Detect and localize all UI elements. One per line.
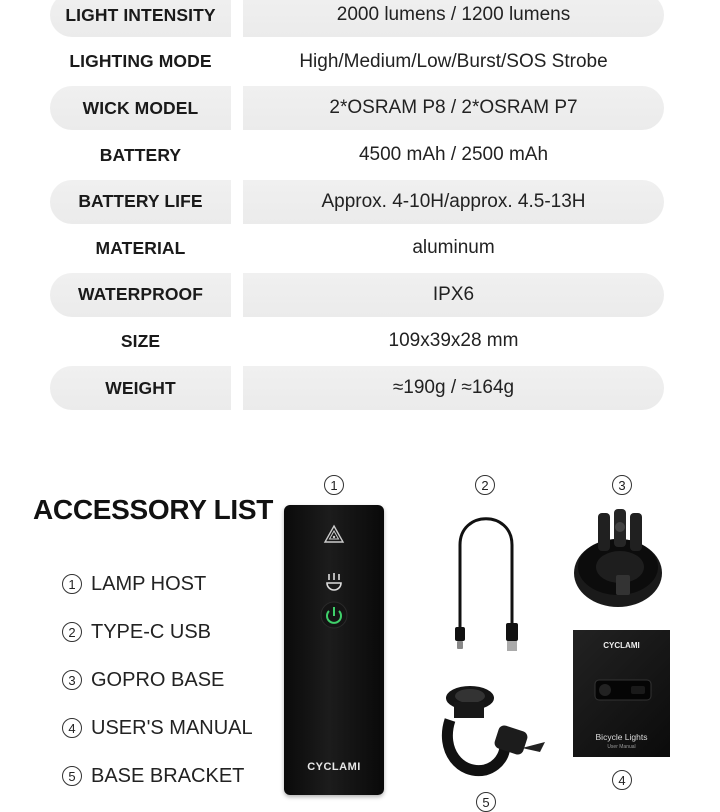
spec-row-light-intensity xyxy=(50,0,664,39)
spec-row-lighting-mode xyxy=(50,39,664,86)
badge-users-manual: 4 xyxy=(612,770,632,790)
item-number: 4 xyxy=(62,718,82,738)
spec-value: ≈190g / ≈164g xyxy=(243,366,664,410)
spec-label: SIZE xyxy=(120,330,161,351)
item-label: LAMP HOST xyxy=(91,572,207,595)
manual-subtitle: User Manual xyxy=(607,744,636,750)
spec-label: WICK MODEL xyxy=(50,86,231,130)
lamp-brand-logo: CYCLAMI xyxy=(307,761,361,773)
spec-value: 109x39x28 mm xyxy=(388,330,519,352)
accessory-list-title: ACCESSORY LIST xyxy=(33,494,274,525)
item-label: USER'S MANUAL xyxy=(91,716,253,739)
handlebar-bracket-icon xyxy=(440,680,550,795)
light-beam-icon xyxy=(327,573,341,590)
item-label: TYPE-C USB xyxy=(91,620,212,643)
lamp-details xyxy=(284,505,384,795)
power-icon xyxy=(321,602,347,628)
badge-gopro-base: 3 xyxy=(612,475,632,495)
spec-label: MATERIAL xyxy=(95,237,186,258)
spec-row-wick-model xyxy=(50,85,664,132)
spec-value: 2000 lumens / 1200 lumens xyxy=(243,0,664,37)
badge-lamp-host: 1 xyxy=(324,475,344,495)
spec-label: WEIGHT xyxy=(50,366,231,410)
spec-row-size xyxy=(50,318,664,365)
spec-row-battery xyxy=(50,132,664,179)
spec-label: BATTERY LIFE xyxy=(50,180,231,224)
manual-lamp-illustration xyxy=(591,670,655,710)
item-label: GOPRO BASE xyxy=(91,668,225,691)
spec-label: LIGHTING MODE xyxy=(69,51,212,72)
spec-value: 4500 mAh / 2500 mAh xyxy=(358,144,549,166)
list-item xyxy=(62,752,253,800)
spec-label: BATTERY xyxy=(99,144,182,165)
spec-label: LIGHT INTENSITY xyxy=(50,0,231,37)
spec-row-waterproof xyxy=(50,272,664,319)
item-number: 1 xyxy=(62,574,82,594)
usb-c-cable-icon xyxy=(440,505,530,655)
spec-value: High/Medium/Low/Burst/SOS Strobe xyxy=(299,50,608,72)
item-number: 5 xyxy=(62,766,82,786)
item-number: 3 xyxy=(62,670,82,690)
spec-row-material xyxy=(50,225,664,272)
spec-table xyxy=(50,0,664,411)
list-item xyxy=(62,560,253,608)
spec-row-battery-life xyxy=(50,178,664,225)
spec-label: WATERPROOF xyxy=(50,273,231,317)
spec-value: aluminum xyxy=(412,237,495,259)
spec-value: 2*OSRAM P8 / 2*OSRAM P7 xyxy=(243,86,664,130)
list-item xyxy=(62,608,253,656)
item-number: 2 xyxy=(62,622,82,642)
badge-base-bracket: 5 xyxy=(476,792,496,812)
gopro-mount-icon xyxy=(568,505,668,615)
badge-type-c-usb: 2 xyxy=(475,475,495,495)
manual-brand-logo: CYCLAMI xyxy=(603,641,640,650)
spec-row-weight xyxy=(50,365,664,412)
list-item xyxy=(62,704,253,752)
accessory-list xyxy=(62,560,253,800)
spec-value: IPX6 xyxy=(243,273,664,317)
warning-triangle-icon xyxy=(325,526,343,542)
lamp-host-image xyxy=(284,505,384,795)
manual-title: Bicycle Lights xyxy=(595,732,648,742)
spec-value: Approx. 4-10H/approx. 4.5-13H xyxy=(243,180,664,224)
list-item xyxy=(62,656,253,704)
users-manual-image xyxy=(573,630,670,757)
item-label: BASE BRACKET xyxy=(91,764,245,787)
